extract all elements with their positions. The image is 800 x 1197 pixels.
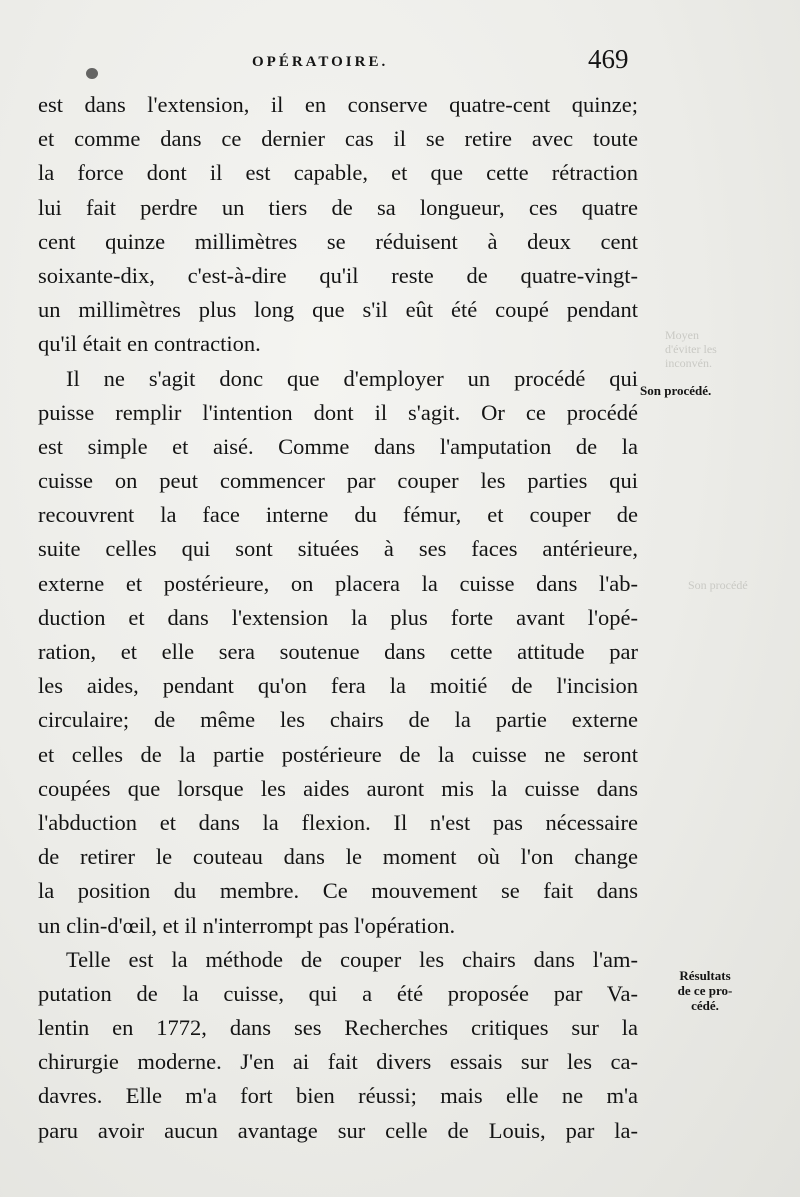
text-line: la position du membre. Ce mouvement se fait dans [38, 878, 638, 904]
margin-note-line: cédé. [691, 998, 719, 1013]
text-line: suite celles qui sont situées à ses faces antérieure, [38, 536, 638, 562]
text-line: est dans l'extension, il en conserve quatre-cent quinze; [38, 92, 638, 117]
text-line: circulaire; de même les chairs de la partie externe [38, 707, 638, 733]
text-line: externe et postérieure, on placera la cuisse dans l'ab- [38, 570, 638, 596]
text-line: et celles de la partie postérieure de la cuisse ne seront [38, 741, 638, 767]
paragraph-start-line: Il ne s'agit donc que d'employer un procédé qui [66, 365, 638, 391]
text-line: puisse remplir l'intention dont il s'agit. Or ce procédé [38, 399, 638, 425]
margin-note-line: Résultats [679, 968, 731, 983]
text-line: coupées que lorsque les aides auront mis la cuisse dans [38, 775, 638, 801]
text-line: cuisse on peut commencer par couper les parties qui [38, 468, 638, 494]
text-line: les aides, pendant qu'on fera la moitié de l'incision [38, 673, 638, 699]
margin-note-resultats [655, 968, 755, 1013]
margin-note-procede: Son procédé. [640, 383, 712, 398]
paragraph-start-line: Telle est la méthode de couper les chairs dans l'am- [66, 946, 638, 972]
text-line: lui fait perdre un tiers de sa longueur, ces quatre [38, 194, 638, 220]
margin-note-line: de ce pro- [677, 983, 733, 998]
text-line: de retirer le couteau dans le moment où l'on change [38, 844, 638, 870]
bleed-through-text-2: Son procédé [688, 578, 748, 592]
text-line: qu'il était en contraction. [38, 331, 261, 357]
text-line: un millimètres plus long que s'il eût été coupé pendant [38, 297, 638, 323]
bleed-through-text: Moyen d'éviter les inconvén. [665, 328, 717, 370]
main-text [38, 88, 638, 1148]
text-line: un clin-d'œil, et il n'interrompt pas l'opération. [38, 912, 456, 938]
text-line: duction et dans l'extension la plus forte avant l'opé- [38, 604, 638, 630]
text-line: chirurgie moderne. J'en ai fait divers essais sur les ca- [38, 1049, 638, 1075]
ink-blot [86, 68, 98, 79]
text-line: ration, et elle sera soutenue dans cette attitude par [38, 639, 638, 664]
text-line: davres. Elle m'a fort bien réussi; mais elle ne m'a [38, 1083, 638, 1109]
text-line: soixante-dix, c'est-à-dire qu'il reste de quatre-vingt- [38, 262, 638, 288]
text-line: lentin en 1772, dans ses Recherches critiques sur la [38, 1015, 638, 1041]
text-line: l'abduction et dans la flexion. Il n'est pas nécessaire [38, 809, 638, 835]
text-line: est simple et aisé. Comme dans l'amputation de la [38, 433, 638, 459]
text-line: et comme dans ce dernier cas il se retire avec toute [38, 126, 638, 152]
text-line: paru avoir aucun avantage sur celle de Louis, par la- [38, 1117, 638, 1143]
page-header [0, 44, 800, 84]
text-line: recouvrent la face interne du fémur, et couper de [38, 502, 638, 528]
running-head: OPÉRATOIRE. [252, 54, 389, 70]
text-line: la force dont il est capable, et que cette rétraction [38, 160, 638, 186]
text-line: putation de la cuisse, qui a été proposée par Va- [38, 980, 638, 1006]
text-line: cent quinze millimètres se réduisent à deux cent [38, 228, 638, 254]
page-number: 469 [588, 44, 629, 74]
